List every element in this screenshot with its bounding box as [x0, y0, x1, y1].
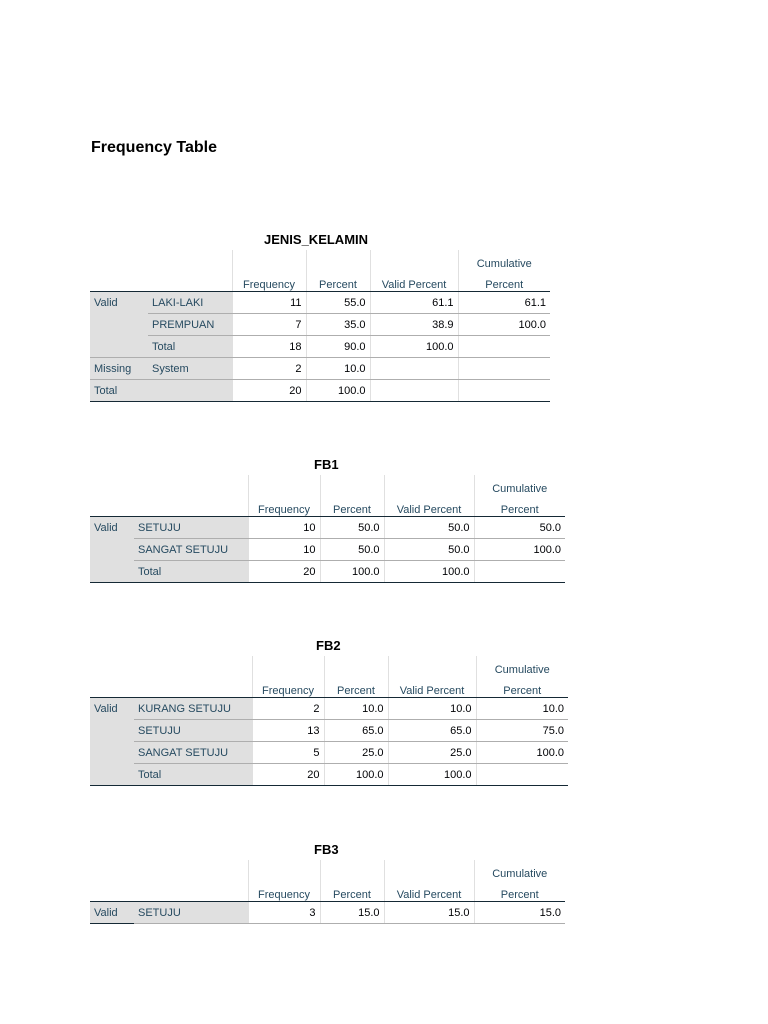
column-header-cumulative-bottom: Percent [476, 676, 568, 698]
row-group-label: Valid [90, 292, 148, 314]
frequency-cell: 3 [248, 902, 320, 924]
percent-cell: 10.0 [324, 698, 388, 720]
table-row [90, 561, 565, 583]
column-header-percent: Percent [320, 880, 384, 902]
valid-percent-cell: 100.0 [388, 764, 476, 786]
valid-percent-cell: 61.1 [370, 292, 458, 314]
column-header-cumulative-bottom: Percent [458, 270, 550, 292]
row-group-label: Valid [90, 517, 134, 539]
percent-cell: 90.0 [306, 336, 370, 358]
valid-percent-cell: 15.0 [384, 902, 474, 924]
page-title: Frequency Table [91, 139, 217, 156]
table-row [90, 314, 550, 336]
row-label: SETUJU [134, 720, 252, 742]
cumulative-percent-cell [458, 336, 550, 358]
frequency-cell: 7 [232, 314, 306, 336]
column-header-cumulative-top: Cumulative [458, 250, 550, 270]
cumulative-percent-cell: 50.0 [474, 517, 565, 539]
row-label: Total [134, 764, 252, 786]
percent-cell: 65.0 [324, 720, 388, 742]
table-title: FB1 [314, 457, 339, 472]
row-label: LAKI-LAKI [148, 292, 232, 314]
valid-percent-cell [370, 358, 458, 380]
cumulative-percent-cell [458, 380, 550, 402]
header-stub [90, 250, 232, 270]
row-label: System [148, 358, 232, 380]
row-label: KURANG SETUJU [134, 698, 252, 720]
column-header-valid-percent: Valid Percent [370, 270, 458, 292]
row-group-label: Missing [90, 358, 148, 380]
frequency-cell: 20 [248, 561, 320, 583]
cumulative-percent-cell: 10.0 [476, 698, 568, 720]
valid-percent-cell: 50.0 [384, 517, 474, 539]
row-label: SANGAT SETUJU [134, 742, 252, 764]
row-group-label [90, 764, 134, 786]
column-header-valid-percent: Valid Percent [384, 495, 474, 517]
frequency-cell: 10 [248, 539, 320, 561]
frequency-cell: 2 [252, 698, 324, 720]
column-header-percent: Percent [324, 676, 388, 698]
valid-percent-cell: 10.0 [388, 698, 476, 720]
table-row [90, 764, 568, 786]
frequency-cell: 10 [248, 517, 320, 539]
column-header-valid-percent: Valid Percent [384, 880, 474, 902]
cumulative-percent-cell [458, 358, 550, 380]
frequency-cell: 5 [252, 742, 324, 764]
row-label: PREMPUAN [148, 314, 232, 336]
valid-percent-cell: 100.0 [370, 336, 458, 358]
frequency-cell: 20 [252, 764, 324, 786]
frequency-cell: 2 [232, 358, 306, 380]
column-header-frequency: Frequency [232, 270, 306, 292]
valid-percent-cell: 50.0 [384, 539, 474, 561]
column-header-cumulative-top: Cumulative [476, 656, 568, 676]
header-stub [90, 475, 248, 495]
table-row [90, 698, 568, 720]
header-stub [90, 656, 252, 676]
table-row [90, 358, 550, 380]
percent-cell: 50.0 [320, 517, 384, 539]
table-row [90, 742, 568, 764]
percent-cell: 15.0 [320, 902, 384, 924]
table-row [90, 902, 565, 924]
percent-cell: 100.0 [320, 561, 384, 583]
cumulative-percent-cell: 100.0 [458, 314, 550, 336]
percent-cell: 10.0 [306, 358, 370, 380]
row-label: SETUJU [134, 902, 248, 924]
column-header-frequency: Frequency [248, 880, 320, 902]
column-header-cumulative-top: Cumulative [474, 475, 565, 495]
column-header-cumulative-top: Cumulative [474, 860, 565, 880]
frequency-table [90, 475, 565, 583]
table-title: JENIS_KELAMIN [264, 232, 369, 247]
column-header-frequency: Frequency [252, 676, 324, 698]
row-label: Total [148, 336, 232, 358]
percent-cell: 50.0 [320, 539, 384, 561]
valid-percent-cell: 65.0 [388, 720, 476, 742]
row-group-label [90, 561, 134, 583]
percent-cell: 35.0 [306, 314, 370, 336]
cumulative-percent-cell: 61.1 [458, 292, 550, 314]
column-header-cumulative-bottom: Percent [474, 880, 565, 902]
row-group-label [90, 720, 134, 742]
column-header-cumulative-bottom: Percent [474, 495, 565, 517]
row-label: SETUJU [134, 517, 248, 539]
cumulative-percent-cell [476, 764, 568, 786]
cumulative-percent-cell: 75.0 [476, 720, 568, 742]
column-header-percent: Percent [320, 495, 384, 517]
header-stub [90, 860, 248, 880]
frequency-cell: 11 [232, 292, 306, 314]
row-label: Total [134, 561, 248, 583]
valid-percent-cell: 100.0 [384, 561, 474, 583]
table-row [90, 539, 565, 561]
table-row [90, 292, 550, 314]
table-row [90, 380, 550, 402]
table-row [90, 517, 565, 539]
frequency-table [90, 656, 568, 786]
row-group-label [90, 742, 134, 764]
row-group-label [90, 539, 134, 561]
row-label [148, 380, 232, 402]
row-group-label: Valid [90, 698, 134, 720]
table-title: FB2 [316, 638, 341, 653]
column-header-percent: Percent [306, 270, 370, 292]
percent-cell: 100.0 [306, 380, 370, 402]
cumulative-percent-cell: 100.0 [476, 742, 568, 764]
frequency-table [90, 860, 565, 924]
percent-cell: 100.0 [324, 764, 388, 786]
row-group-label [90, 336, 148, 358]
table-title: FB3 [314, 842, 339, 857]
column-header-valid-percent: Valid Percent [388, 676, 476, 698]
valid-percent-cell [370, 380, 458, 402]
row-label: SANGAT SETUJU [134, 539, 248, 561]
row-group-label: Valid [90, 902, 134, 924]
frequency-table [90, 250, 550, 402]
percent-cell: 55.0 [306, 292, 370, 314]
valid-percent-cell: 25.0 [388, 742, 476, 764]
frequency-cell: 13 [252, 720, 324, 742]
percent-cell: 25.0 [324, 742, 388, 764]
column-header-frequency: Frequency [248, 495, 320, 517]
table-row [90, 720, 568, 742]
cumulative-percent-cell [474, 561, 565, 583]
frequency-cell: 20 [232, 380, 306, 402]
row-group-label [90, 314, 148, 336]
cumulative-percent-cell: 100.0 [474, 539, 565, 561]
frequency-cell: 18 [232, 336, 306, 358]
valid-percent-cell: 38.9 [370, 314, 458, 336]
table-row [90, 336, 550, 358]
cumulative-percent-cell: 15.0 [474, 902, 565, 924]
row-group-label: Total [90, 380, 148, 402]
